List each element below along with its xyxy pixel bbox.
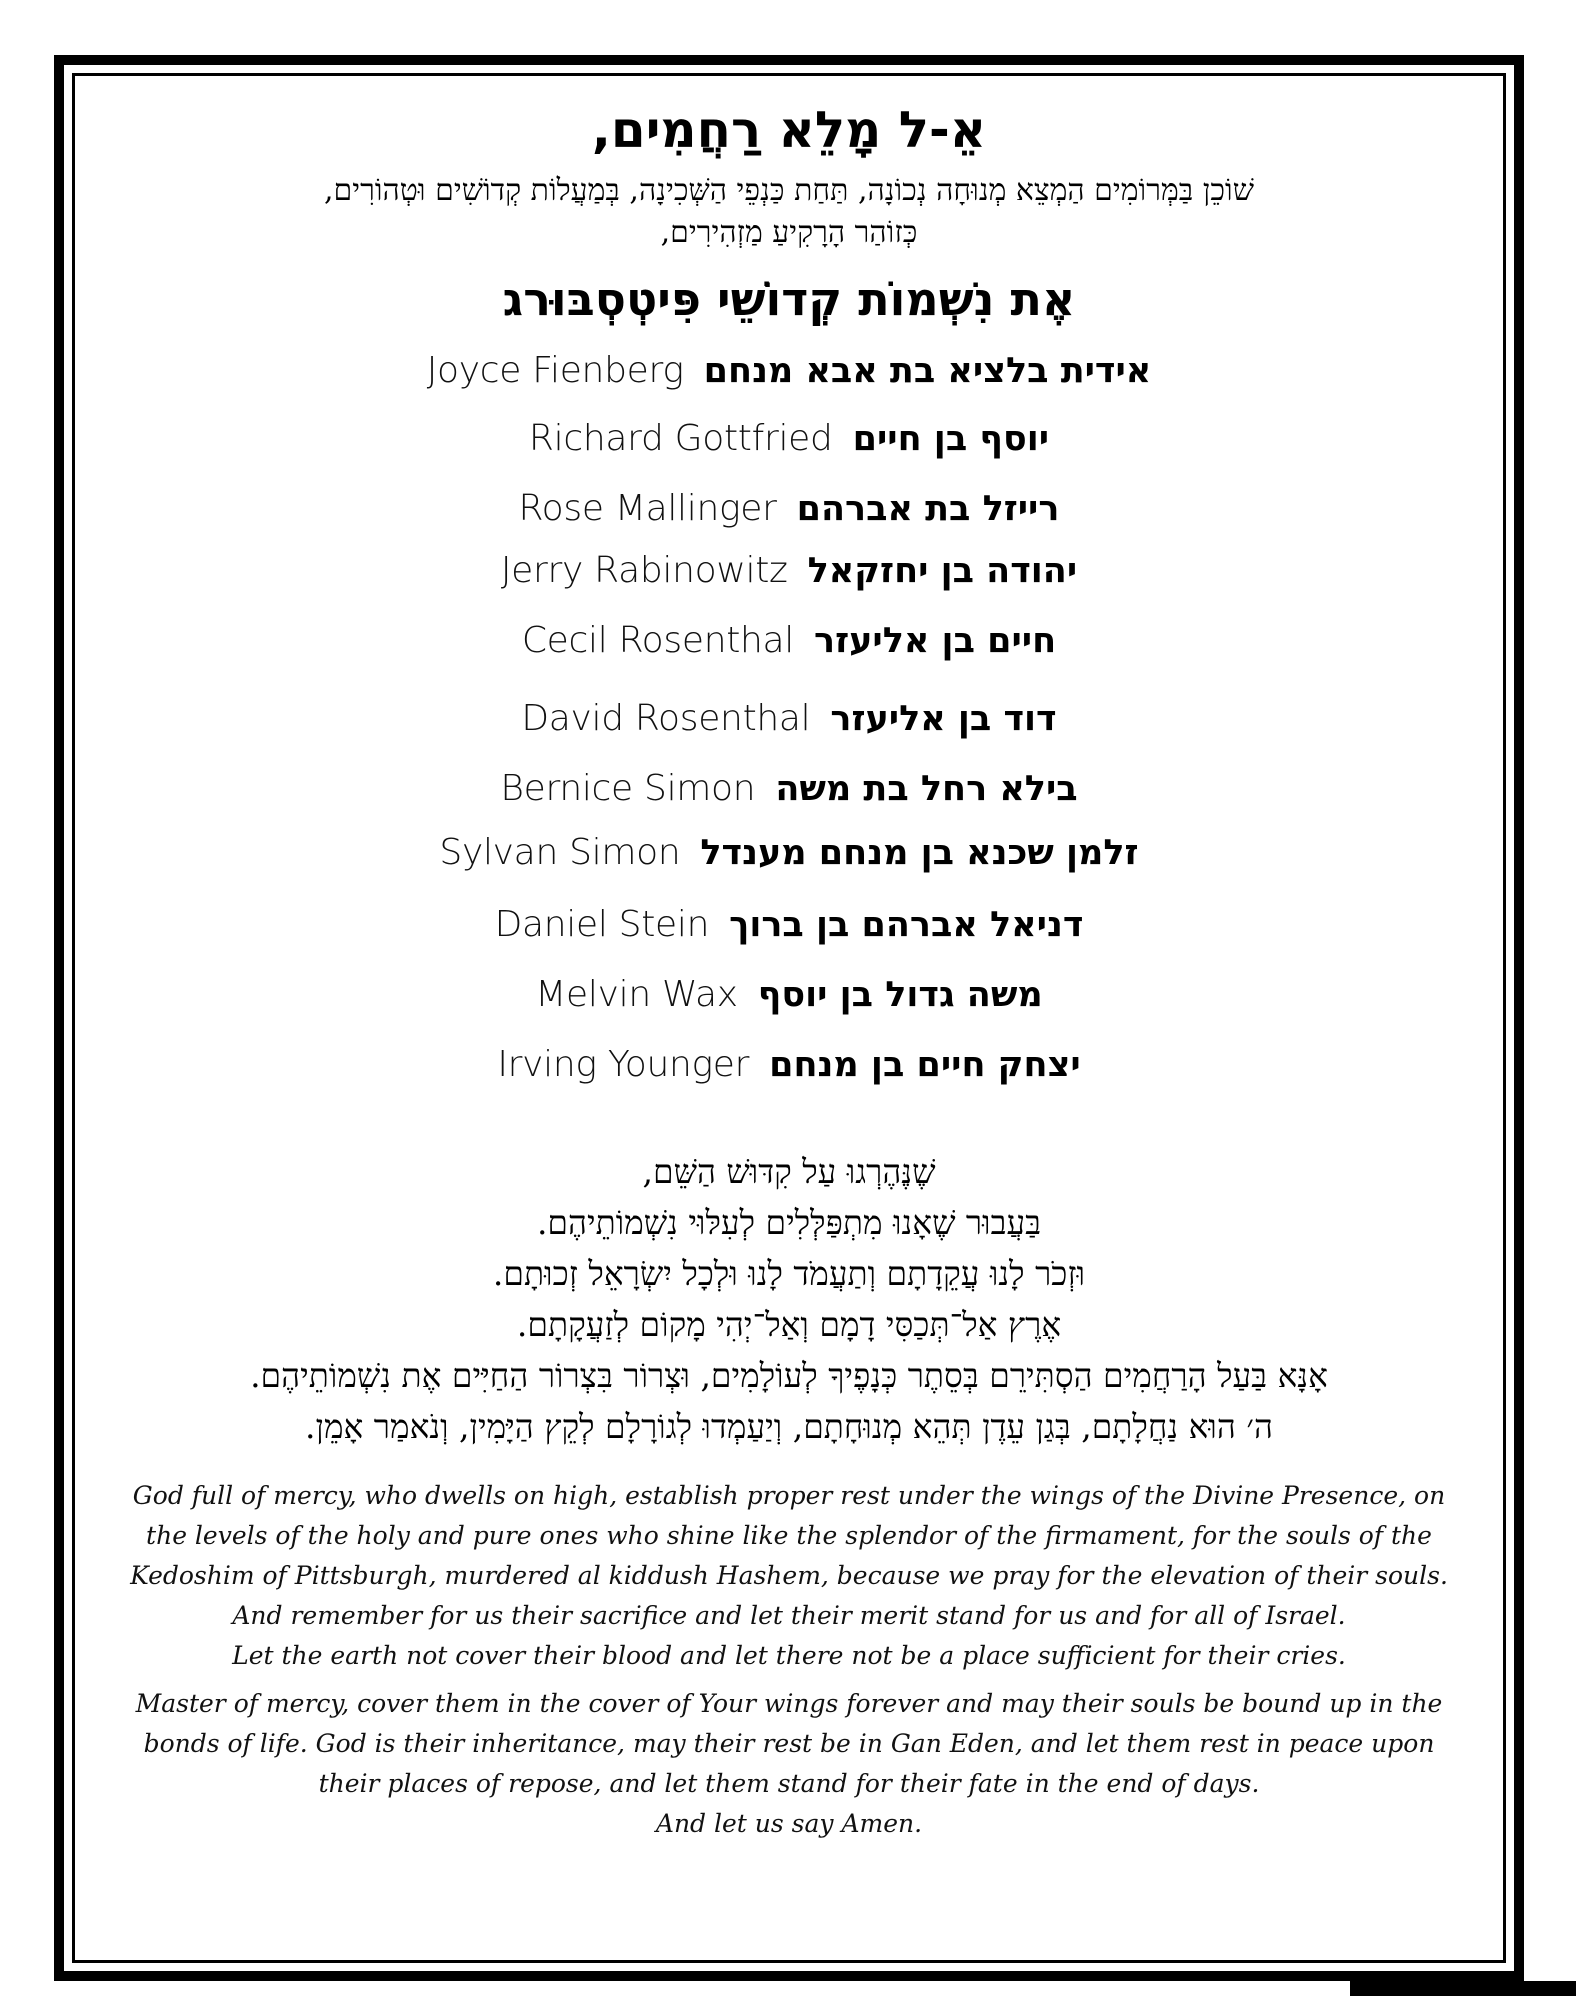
name-english: Richard Gottfried [528,418,833,459]
name-hebrew: משה גדול בן יוסף [757,975,1043,1015]
translation-line: Let the earth not cover their blood and let there not be a place sufficient for their cries. [232,1641,1346,1670]
name-hebrew: יצחק חיים בן מנחם [769,1045,1081,1085]
name-row [78,550,1500,620]
name-english: Irving Younger [497,1044,750,1085]
closing-line-2: בַּעֲבוּר שֶׁאָנוּ מִתְפַּלְּלִים לְעִלּוּי נִשְׁמוֹתֵיהֶם. [536,1203,1042,1242]
translation-line: And let us say Amen. [655,1809,923,1838]
closing-line-1: שֶׁנֶּהֶרְגוּ עַל קִדּוּשׁ הַשֵּׁם, [642,1152,936,1191]
name-row [78,620,1500,698]
name-hebrew: רייזל בת אברהם [796,489,1060,529]
name-hebrew: דוד בן אליעזר [830,699,1057,739]
name-row [78,832,1500,904]
opening-verse [78,170,1500,254]
closing-line-4: אֶרֶץ אַל־תְּכַסִּי דָמָם וְאַל־יְהִי מָקוֹם לְזַעֲקָתָם. [516,1305,1062,1344]
name-english: Bernice Simon [500,768,756,809]
name-english: Cecil Rosenthal [521,620,795,661]
name-row [78,974,1500,1044]
name-english: Jerry Rabinowitz [500,550,788,591]
name-english: Rose Mallinger [518,488,777,529]
name-hebrew: יהודה בן יחזקאל [807,551,1078,591]
opening-line-2: כְּזוֹהַר הָרָקִיעַ מַזְהִירִים, [660,215,918,250]
names-list [78,350,1500,1104]
name-row [78,1044,1500,1104]
closing-verse [78,1146,1500,1452]
name-row [78,418,1500,488]
name-hebrew: אידית בלציא בת אבא מנחם [703,351,1152,391]
name-row [78,768,1500,832]
name-row [78,350,1500,418]
translation-line: And remember for us their sacrifice and let their merit stand for us and for all of Israel. [232,1601,1346,1630]
translation-line: God full of mercy, who dwells on high, establish proper rest under the wings of the Divine Presence, on [132,1481,1446,1510]
name-hebrew: חיים בן אליעזר [814,621,1057,661]
translation-paragraph-1 [78,1476,1500,1676]
name-hebrew: בילא רחל בת משה [775,769,1078,809]
name-english: David Rosenthal [521,698,811,739]
name-hebrew: זלמן שכנא בן מנחם מענדל [700,833,1139,873]
translation-line: their places of repose, and let them stand for their fate in the end of days. [318,1769,1260,1798]
closing-line-6: ה׳ הוּא נַחֲלָתָם, בְּגַן עֵדֶן תְּהֵא מְנוּחָתָם, וְיַעַמְדוּ לְגוֹרָלָם לְקֵץ הַיָּמִין, וְנֹאמַר אָמֵן. [305,1407,1273,1446]
name-hebrew: יוסף בן חיים [852,419,1050,459]
name-english: Joyce Fienberg [426,350,684,391]
name-row [78,904,1500,974]
prayer-title: אֵ-ל מָלֵא רַחֲמִים, [591,101,987,159]
memorial-prayer-page [78,78,1500,1852]
translation-line: Master of mercy, cover them in the cover of Your wings forever and may their souls be bound up in the [135,1689,1443,1718]
closing-line-3: וּזְכֹר לָנוּ עֲקֵדָתָם וְתַעֲמֹד לָנוּ וּלְכָל יִשְׂרָאֵל זְכוּתָם. [492,1254,1086,1293]
name-row [78,488,1500,550]
opening-line-1: שׁוֹכֵן בַּמְּרוֹמִים הַמְצֵא מְנוּחָה נְכוֹנָה, תַּחַת כַּנְפֵי הַשְּׁכִינָה, בְּמַעֲלוֹת קְדוֹשִׁים וּטְהוֹרִים, [324,173,1254,208]
corner-bar [1350,1981,1576,1996]
name-row [78,698,1500,768]
name-english: Daniel Stein [494,904,710,945]
name-english: Sylvan Simon [439,832,681,873]
name-hebrew: דניאל אברהם בן ברוך [729,905,1084,945]
closing-line-5: אָנָּא בַּעַל הָרַחֲמִים הַסְתִּירֵם בְּסֵתֶר כְּנָפֶיךָ לְעוֹלָמִים, וּצְרוֹר בִּצְרוֹר הַחַיִּים אֶת נִשְׁמוֹתֵיהֶם. [250,1356,1328,1395]
translation-line: Kedoshim of Pittsburgh, murdered al kiddush Hashem, because we pray for the elevation of their souls. [130,1561,1448,1590]
name-english: Melvin Wax [535,974,738,1015]
souls-heading: אֶת נִשְׁמוֹת קְדוֹשֵׁי פִּיטְסְבּוּרג [502,272,1076,326]
english-translation [78,1476,1500,1844]
translation-paragraph-2 [78,1684,1500,1844]
translation-line: bonds of life. God is their inheritance, may their rest be in Gan Eden, and let them rest in peace upon [143,1729,1435,1758]
translation-line: the levels of the holy and pure ones who shine like the splendor of the firmament, for the souls of the [146,1521,1432,1550]
